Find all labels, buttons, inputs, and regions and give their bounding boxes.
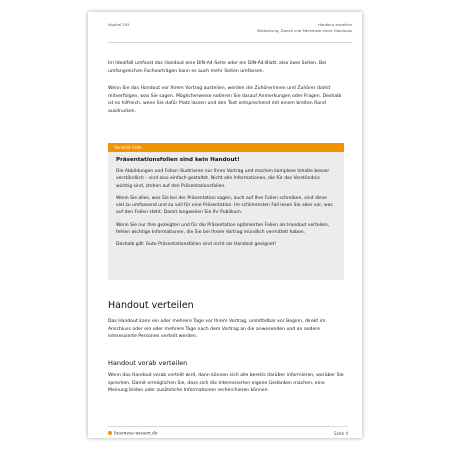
section-paragraph: Das Handout kann ein oder mehrere Tage vor Ihrem Vortrag, unmittelbar vor Beginn, direkt im Anschluss oder ein oder mehrere Tage nach dem Vortrag an die anwesenden und an andere interessierte Personen verteilt werden. <box>108 319 326 339</box>
subsection-paragraph: Wenn das Handout vorab verteilt wird, dann können sich alle bereits darüber informieren, worüber Sie sprechen. Damit ermöglichen Sie, dass sich die Interessierten eigene Gedanken machen, eine Meinung bilden oder zusätzliche Informationen recherchieren können. <box>108 373 344 393</box>
intro-paragraph-1: Im Idealfall umfasst das Handout eine DIN-A4-Seite oder ein DIN-A4-Blatt, also zwei Seiten. Bei umfangreichen Fachvorträgen kann es auch mehr Seiten umfassen. <box>108 61 327 74</box>
page-number: Seite 4 <box>334 431 348 436</box>
brand-dot-icon <box>108 431 112 435</box>
subsection-label: Bedeutung, Zweck und Merkmale eines Handouts <box>257 28 352 33</box>
callout-paragraph: Die Abbildungen und Folien illustrieren nur Ihren Vortrag und machen komplexe Inhalte besser verständlich – sind also einfach gestaltet. Nicht alle Informationen, die für das Verständnis wichtig sind, stehen auf den Präsentationsfolien. <box>116 169 330 189</box>
brand-text: business-wissen.de <box>114 431 158 437</box>
callout-paragraph: Wenn Sie nur Ihre gezeigten und für die Präsentation optimierten Folien als Handout verteilen, fehlen wichtige Informationen, die Sie bei Ihrem Vortrag mündlich vermittelt haben. <box>116 222 330 236</box>
brand-logo <box>108 431 158 437</box>
callout-title: Präsentationsfolien sind kein Handout! <box>116 157 240 163</box>
section-label: Handout erstellen <box>318 22 352 27</box>
document-page <box>88 12 362 438</box>
chapter-label: Kapitel 205 <box>108 22 130 27</box>
page-header <box>108 22 352 43</box>
page-footer <box>108 426 348 437</box>
callout-paragraph: Deshalb gilt: Gute Präsentationsfolien sind nicht als Handout geeignet! <box>116 242 277 248</box>
subsection-heading: Handout vorab verteilen <box>108 359 188 367</box>
warning-callout <box>108 143 344 280</box>
intro-paragraph-2: Wenn Sie das Handout vor Ihrem Vortrag austeilen, werden die Zuhörerinnen und Zuhörer damit mitverfolgen, was Sie sagen. Möglicherweise notieren Sie darauf Anmerkungen oder Fragen. Deshalb ist es hilfreich, wenn Sie dafür Platz lassen und den Text entsprechend mit einem breiten Rand ausdrucken. <box>108 86 342 114</box>
section-heading: Handout verteilen <box>108 300 194 311</box>
callout-label: Vorsicht Falle <box>108 143 344 152</box>
callout-paragraph: Wenn Sie alles, was Sie bei der Präsentation sagen, auch auf Ihre Folien schreiben, sind diese viel zu umfassend und zu voll für eine Präsentation. Im schlimmsten Fall lesen Sie alles vor, was auf den Folien steht. Damit langweilen Sie Ihr Publikum. <box>116 195 333 216</box>
